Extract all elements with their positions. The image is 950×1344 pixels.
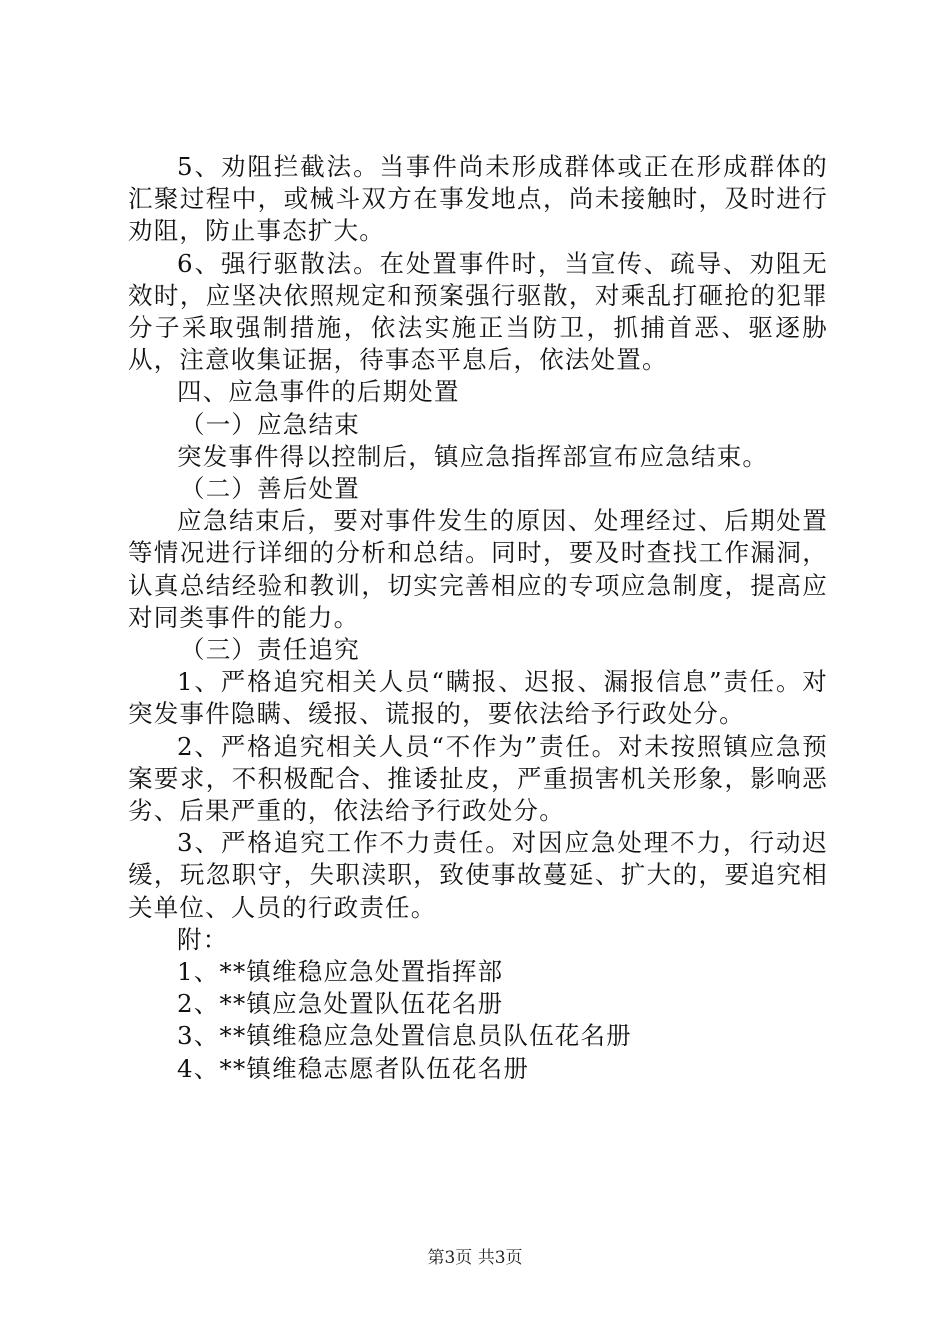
subheading-emergency-end: （一）应急结束 — [180, 409, 360, 439]
page-footer: 第3页 共3页 — [427, 1248, 523, 1268]
attachment-heading: 附： — [177, 924, 229, 954]
paragraph-accountability-1: 1、严格追究相关人员“瞒报、迟报、漏报信息”责任。对突发事件隐瞒、缓报、谎报的，要依法给予行政处分。 — [128, 667, 828, 729]
paragraph-accountability-3: 3、严格追究工作不力责任。对因应急处理不力，行动迟缓，玩忽职守，失职渎职，致使事故蔓延、扩大的，要追究相关单位、人员的行政责任。 — [128, 828, 828, 922]
paragraph-emergency-end: 突发事件得以控制后，镇应急指挥部宣布应急结束。 — [177, 441, 769, 471]
subheading-accountability: （三）责任追究 — [180, 635, 360, 665]
section-heading-aftermath: 四、应急事件的后期处置 — [177, 377, 460, 407]
attachment-item-4: 4、**镇维稳志愿者队伍花名册 — [177, 1053, 530, 1083]
attachment-item-3: 3、**镇维稳应急处置信息员队伍花名册 — [177, 1021, 632, 1051]
subheading-aftermath-handling: （二）善后处置 — [180, 474, 360, 504]
attachment-item-1: 1、**镇维稳应急处置指挥部 — [177, 957, 504, 987]
paragraph-forced-dispersal-method: 6、强行驱散法。在处置事件时，当宣传、疏导、劝阻无效时，应坚决依照规定和预案强行驱散，对乘乱打砸抢的犯罪分子采取强制措施，依法实施正当防卫，抓捕首恶、驱逐胁从，注意收集证据，待事态平息后，依法处置。 — [128, 248, 828, 375]
paragraph-accountability-2: 2、严格追究相关人员“不作为”责任。对未按照镇应急预案要求，不积极配合、推诿扯皮，严重损害机关形象，影响恶劣、后果严重的，依法给予行政处分。 — [128, 731, 828, 826]
paragraph-dissuasion-method: 5、劝阻拦截法。当事件尚未形成群体或正在形成群体的汇聚过程中，或械斗双方在事发地点，尚未接触时，及时进行劝阻，防止事态扩大。 — [128, 152, 828, 246]
paragraph-aftermath-handling: 应急结束后，要对事件发生的原因、处理经过、后期处置等情况进行详细的分析和总结。同时，要及时查找工作漏洞，认真总结经验和教训，切实完善相应的专项应急制度，提高应对同类事件的能力。 — [128, 506, 828, 632]
attachment-item-2: 2、**镇应急处置队伍花名册 — [177, 989, 504, 1019]
document-body — [128, 151, 828, 1085]
